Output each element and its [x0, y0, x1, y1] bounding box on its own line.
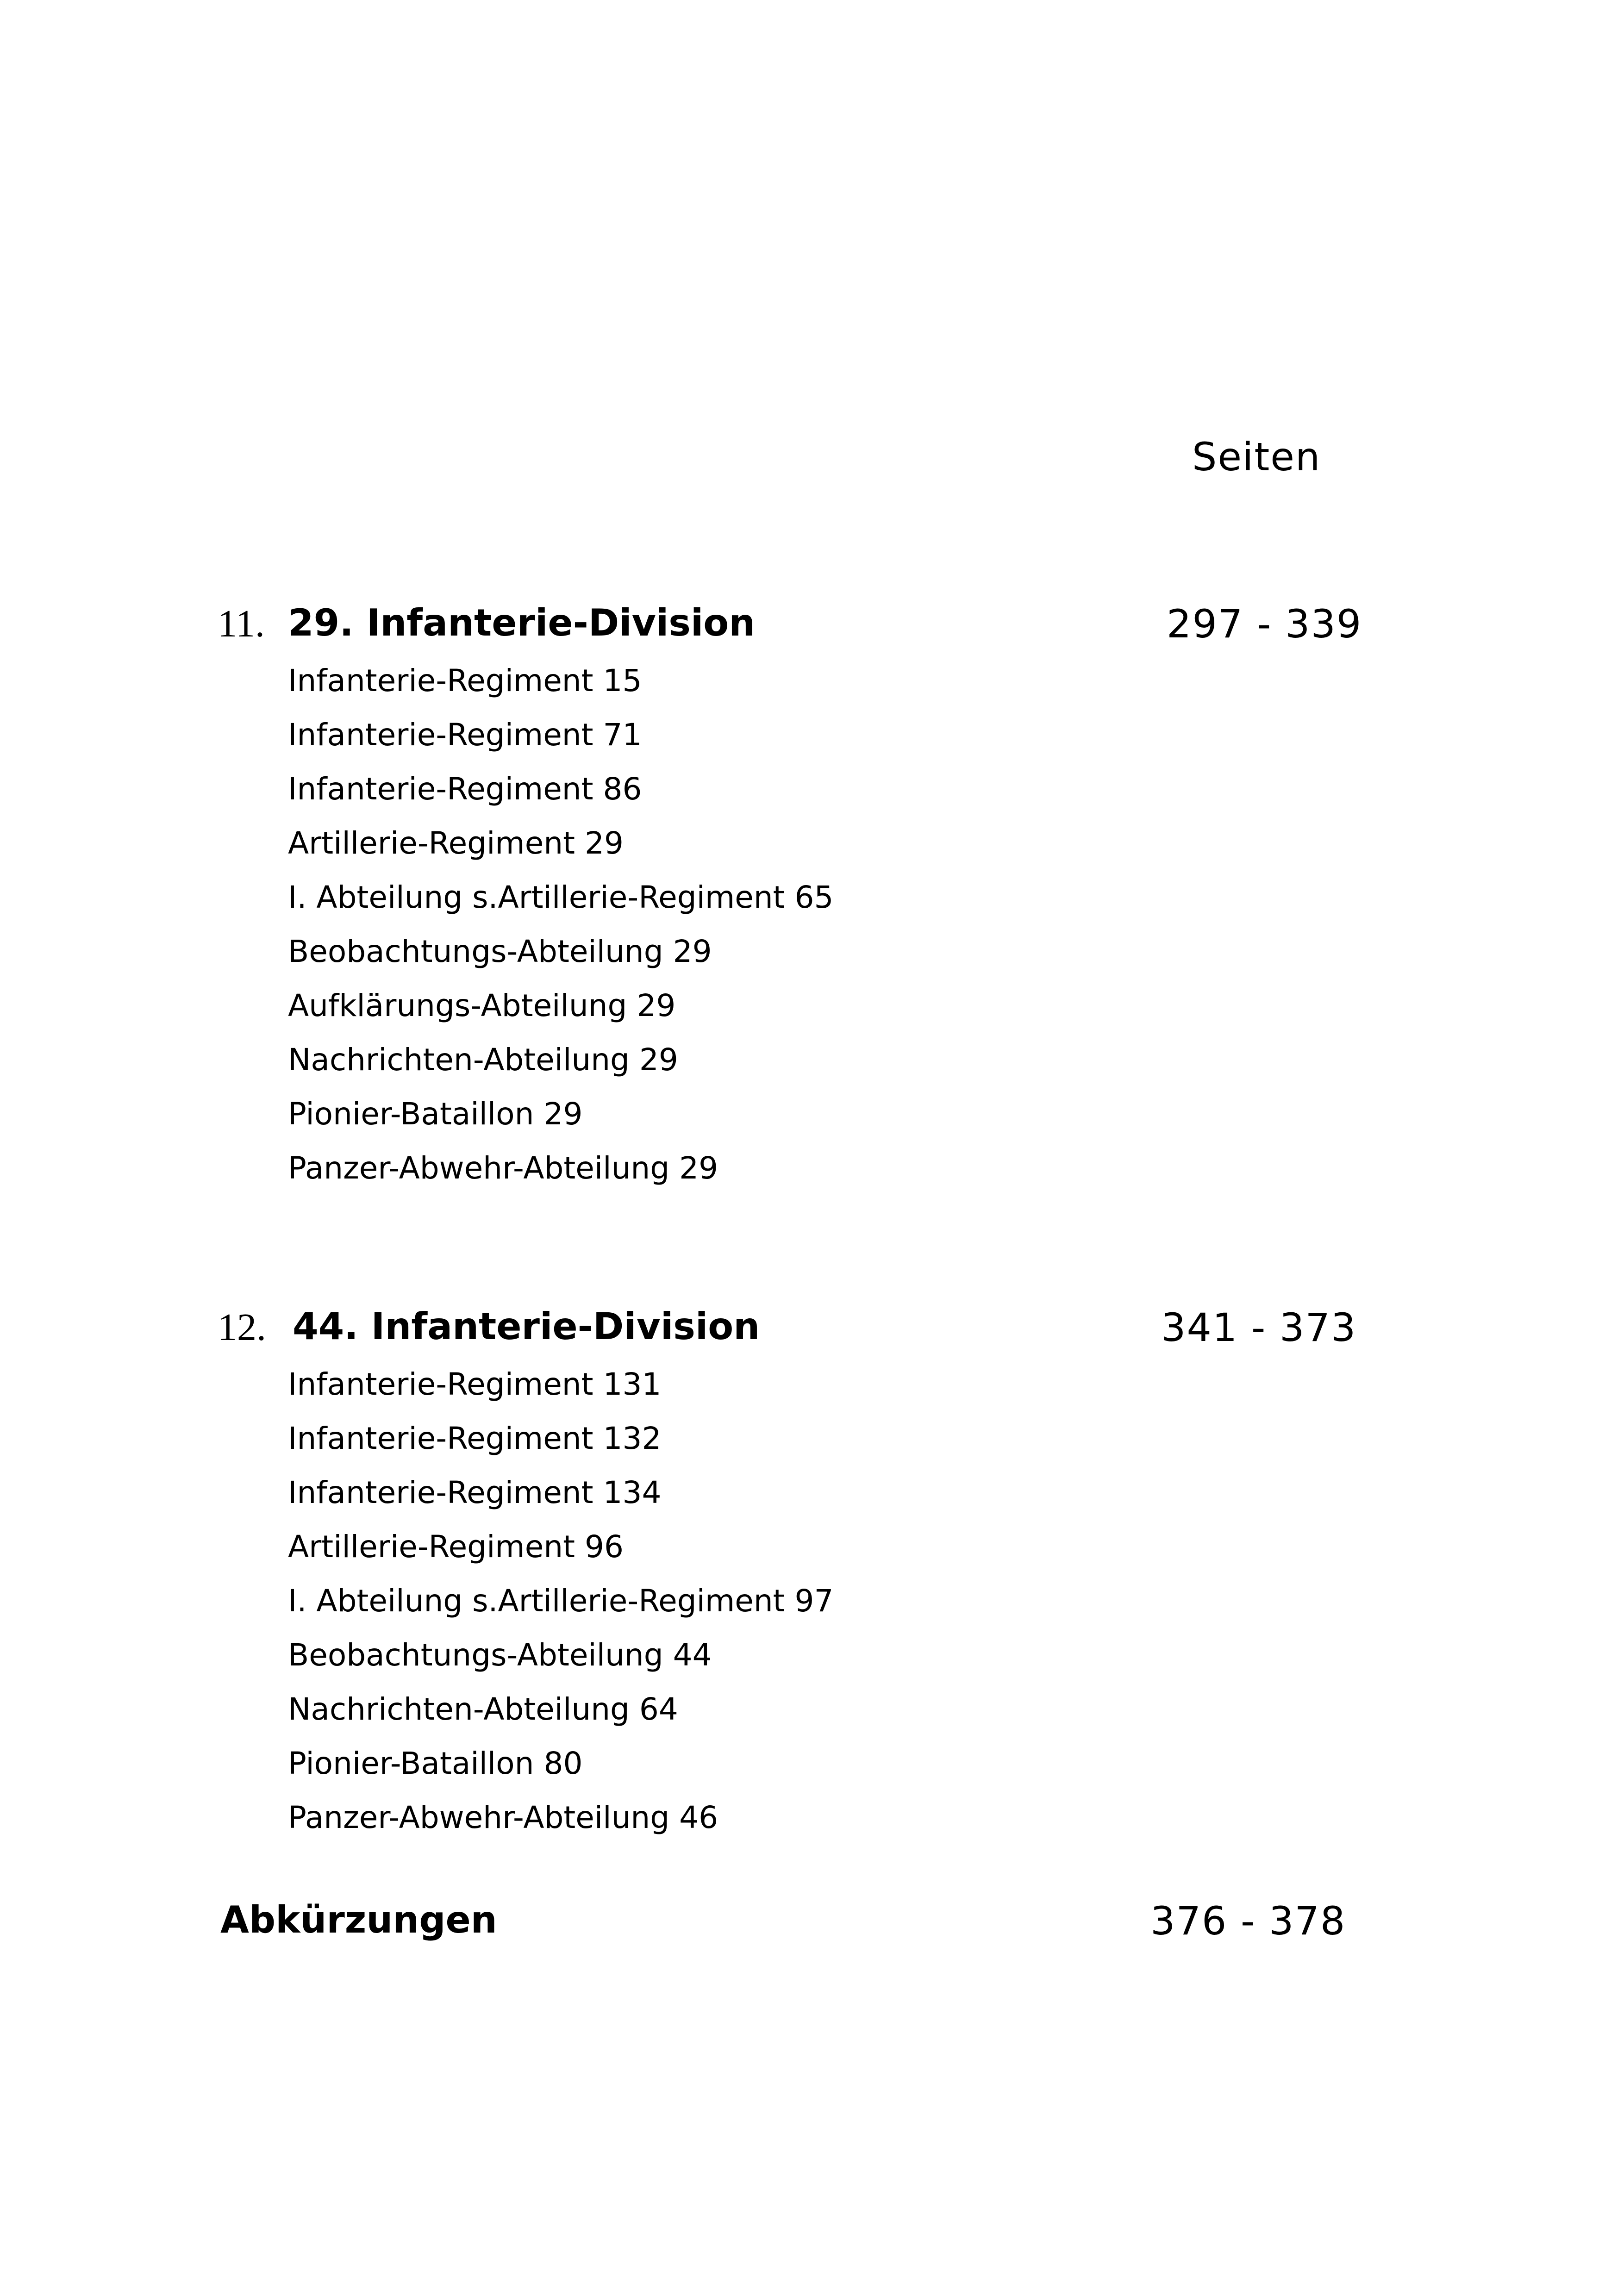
section-title: 44. Infanterie-Division: [293, 1305, 760, 1348]
section-number: 11.: [218, 602, 265, 645]
unit-list: [288, 1366, 834, 1857]
unit-item: Panzer-Abwehr-Abteilung 46: [288, 1800, 718, 1835]
unit-item: Pionier-Bataillon 80: [288, 1746, 583, 1781]
unit-item: I. Abteilung s.Artillerie-Regiment 65: [288, 879, 834, 915]
unit-item: Nachrichten-Abteilung 64: [288, 1691, 678, 1727]
unit-item: Nachrichten-Abteilung 29: [288, 1042, 678, 1078]
section-page-range: 341 - 373: [1161, 1305, 1357, 1350]
unit-item: Infanterie-Regiment 15: [288, 663, 642, 698]
section-page-range: 297 - 339: [1167, 601, 1362, 647]
unit-item: Artillerie-Regiment 29: [288, 825, 624, 861]
pages-column-header: Seiten: [1192, 434, 1321, 480]
unit-item: Beobachtungs-Abteilung 29: [288, 934, 712, 969]
unit-item: Infanterie-Regiment 131: [288, 1366, 662, 1402]
unit-item: I. Abteilung s.Artillerie-Regiment 97: [288, 1583, 834, 1619]
abbreviations-page-range: 376 - 378: [1150, 1898, 1346, 1944]
unit-item: Beobachtungs-Abteilung 44: [288, 1637, 712, 1673]
section-number: 12.: [218, 1306, 266, 1349]
abbreviations-title: Abkürzungen: [220, 1898, 497, 1941]
unit-item: Infanterie-Regiment 71: [288, 717, 642, 753]
unit-item: Panzer-Abwehr-Abteilung 29: [288, 1150, 718, 1186]
section-title: 29. Infanterie-Division: [288, 601, 756, 644]
unit-item: Artillerie-Regiment 96: [288, 1529, 624, 1565]
unit-item: Infanterie-Regiment 132: [288, 1421, 662, 1456]
unit-list: [288, 663, 834, 1207]
unit-item: Pionier-Bataillon 29: [288, 1096, 583, 1132]
unit-item: Infanterie-Regiment 134: [288, 1475, 662, 1510]
unit-item: Aufklärungs-Abteilung 29: [288, 988, 676, 1023]
unit-item: Infanterie-Regiment 86: [288, 771, 642, 807]
